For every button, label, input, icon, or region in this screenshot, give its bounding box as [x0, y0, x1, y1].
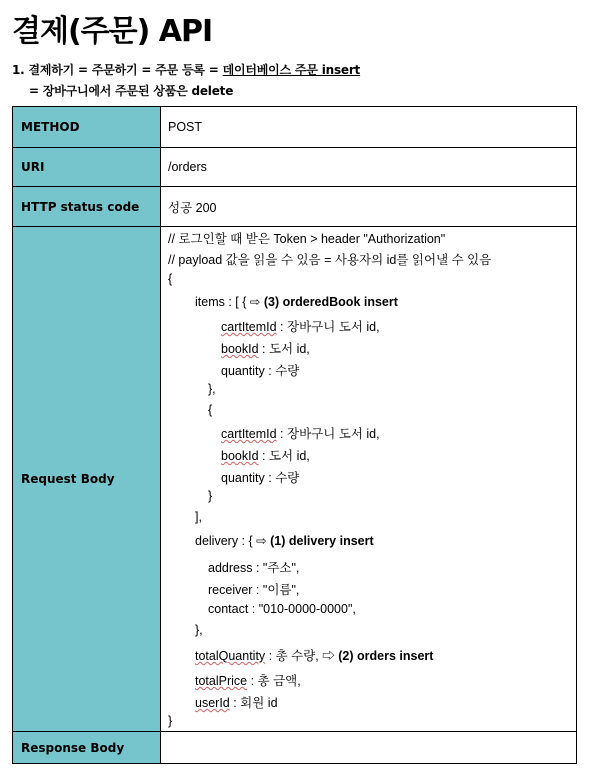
- close-delivery: },: [195, 623, 203, 637]
- address-line: address : "주소",: [208, 561, 300, 575]
- contact-line: contact : "010-0000-0000",: [208, 602, 356, 616]
- total-quantity-value: : 총 수량,: [265, 649, 319, 663]
- description-line-2: = 장바구니에서 주문된 상품은 delete: [29, 84, 234, 98]
- page-title: 결제(주문) API: [12, 14, 213, 49]
- table-row-status: [13, 187, 577, 227]
- cart-item-line-1: [221, 317, 380, 335]
- method-value: POST: [161, 107, 577, 148]
- open-object-2: {: [208, 403, 213, 417]
- delivery-key: delivery : {: [195, 534, 253, 548]
- arrow-icon: ⇨: [249, 295, 261, 309]
- book-id-value: : 도서 id,: [258, 342, 310, 356]
- user-id-key: userId: [195, 696, 230, 710]
- uri-value: /orders: [161, 148, 577, 187]
- total-price-value: : 총 금액,: [247, 674, 301, 688]
- items-key: items : [ {: [195, 295, 247, 309]
- quantity-line-2: quantity : 수량: [221, 471, 300, 485]
- book-id-key: bookId: [221, 449, 259, 463]
- description-line-1: [12, 61, 360, 78]
- book-id-line-2: [221, 446, 310, 464]
- total-quantity-key: totalQuantity: [195, 649, 266, 663]
- close-object-2: }: [208, 489, 213, 503]
- request-body-label: Request Body: [13, 227, 161, 732]
- close-array: ],: [195, 510, 202, 524]
- response-body-value: [161, 732, 577, 764]
- arrow-icon: ⇨: [256, 534, 267, 548]
- status-label: HTTP status code: [13, 187, 161, 227]
- book-id-key: bookId: [221, 342, 259, 356]
- table-row-request-body: [13, 227, 577, 732]
- delivery-note: (1) delivery insert: [270, 534, 374, 548]
- items-note: (3) orderedBook insert: [263, 295, 398, 309]
- status-value: 성공 200: [161, 187, 577, 227]
- api-spec-table: [12, 106, 577, 764]
- cart-item-value: : 장바구니 도서 id,: [276, 427, 380, 441]
- comment-line-1: // 로그인할 때 받은 Token > header "Authorization": [168, 232, 446, 246]
- arrow-icon: ⇨: [322, 649, 335, 663]
- orders-note: (2) orders insert: [338, 649, 434, 663]
- cart-item-value: : 장바구니 도서 id,: [276, 320, 380, 334]
- cart-item-line-2: [221, 424, 380, 442]
- book-id-line-1: [221, 339, 310, 357]
- cart-item-key: cartItemId: [221, 427, 277, 441]
- total-quantity-line: [195, 646, 433, 664]
- quantity-line-1: quantity : 수량: [221, 364, 300, 378]
- close-object-1: },: [208, 382, 216, 396]
- uri-label: URI: [13, 148, 161, 187]
- cart-item-key: cartItemId: [221, 320, 277, 334]
- book-id-value: : 도서 id,: [258, 449, 310, 463]
- close-brace: }: [168, 714, 173, 728]
- table-row-uri: [13, 148, 577, 187]
- delivery-line: [195, 533, 374, 548]
- description-text: 1. 결제하기 = 주문하기 = 주문 등록 =: [12, 63, 223, 77]
- total-price-line: [195, 671, 301, 689]
- receiver-line: receiver : "이름",: [208, 583, 300, 597]
- user-id-value: : 회원 id: [229, 696, 278, 710]
- table-row-method: [13, 107, 577, 148]
- method-label: METHOD: [13, 107, 161, 148]
- items-line: [195, 294, 398, 309]
- description-underlined: 데이터베이스 주문 insert: [222, 63, 361, 77]
- comment-line-2: // payload 값을 읽을 수 있음 = 사용자의 id를 읽어낼 수 있음: [168, 253, 492, 267]
- total-price-key: totalPrice: [195, 674, 248, 688]
- request-body-content: [161, 227, 577, 732]
- user-id-line: [195, 693, 278, 711]
- open-brace: {: [168, 272, 173, 286]
- response-body-label: Response Body: [13, 732, 161, 764]
- table-row-response-body: [13, 732, 577, 764]
